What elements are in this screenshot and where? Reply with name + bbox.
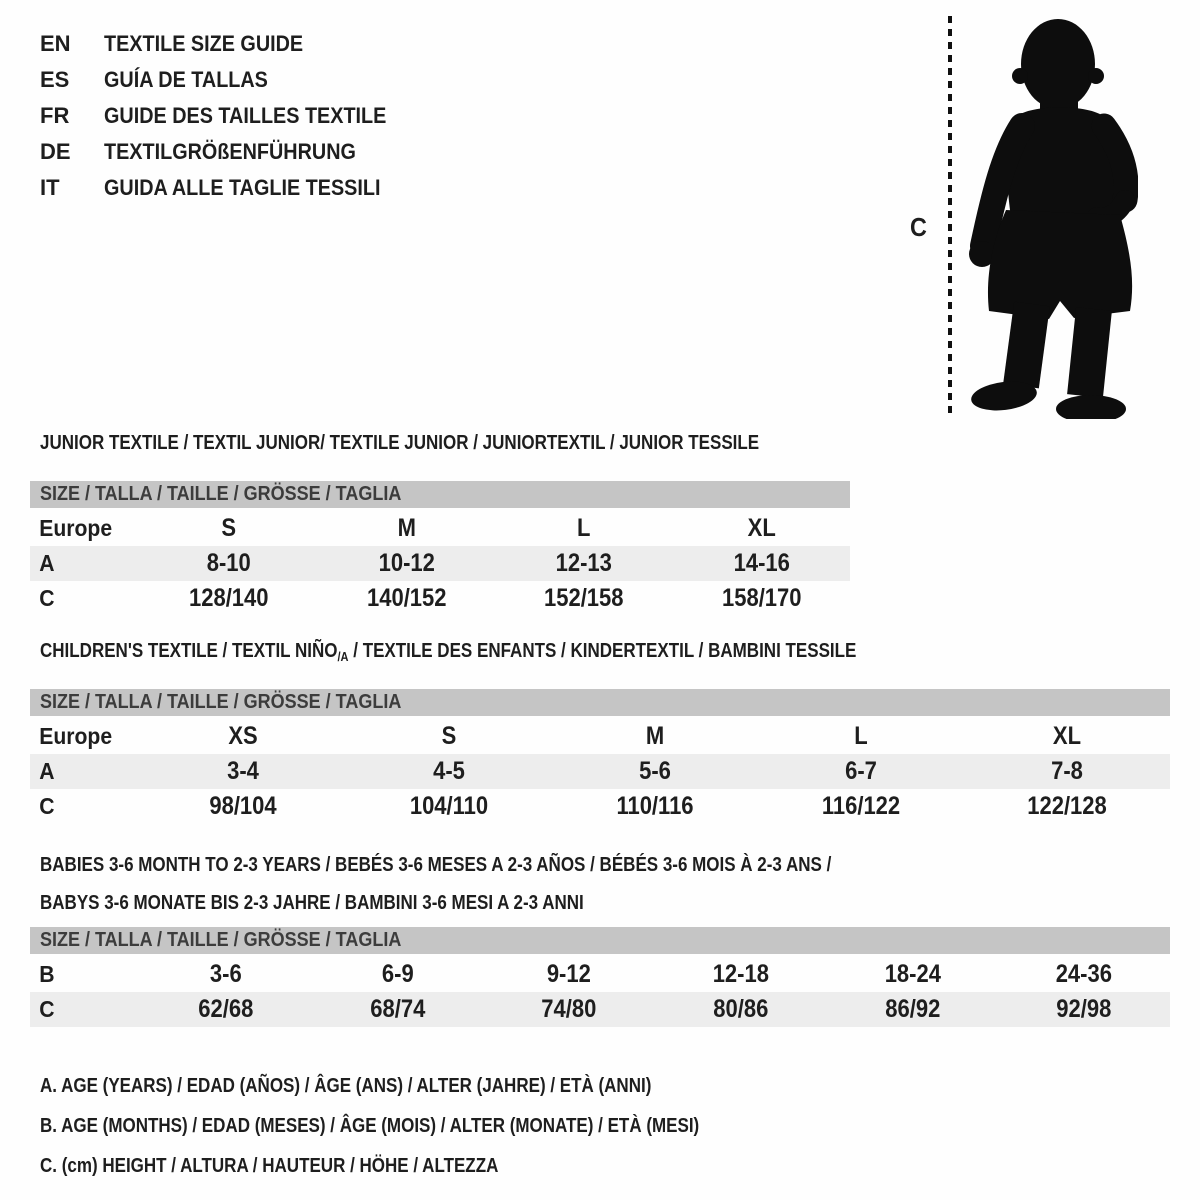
size-header-text: SIZE / TALLA / TAILLE / GRÖSSE / TAGLIA	[40, 483, 402, 505]
guide-title-en: TEXTILE SIZE GUIDE	[104, 31, 304, 56]
height-cell: 158/170	[721, 584, 802, 612]
language-code: FR	[40, 103, 70, 128]
toddler-silhouette-icon	[958, 14, 1138, 419]
legend-line-a-wrap	[40, 1066, 816, 1106]
language-code: DE	[40, 139, 71, 164]
height-cell: 92/98	[1056, 995, 1112, 1023]
size-cell: M	[645, 722, 665, 750]
children-row-age-years	[30, 754, 1170, 789]
children-section-title-text	[40, 639, 856, 669]
guide-title-fr: GUIDE DES TAILLES TEXTILE	[104, 103, 387, 128]
height-measure-dashed-line	[946, 16, 954, 416]
legend-age-months: B. AGE (MONTHS) / EDAD (MESES) / ÂGE (MOIS) / ALTER (MONATE) / ETÀ (MESI)	[40, 1115, 700, 1137]
size-cell: L	[577, 514, 591, 542]
height-cell: 62/68	[198, 995, 254, 1023]
children-row-europe	[30, 719, 1170, 754]
size-cell: M	[397, 514, 416, 542]
row-label: Europe	[39, 515, 113, 541]
row-label: C	[39, 996, 55, 1022]
row-label: A	[39, 758, 55, 784]
age-cell: 7-8	[1051, 757, 1083, 785]
size-cell: XL	[747, 514, 776, 542]
children-title-suffix: / TEXTILE DES ENFANTS / KINDERTEXTIL / BAMBINI TESSILE	[348, 640, 857, 662]
height-cell: 86/92	[884, 995, 941, 1023]
language-row-en	[40, 26, 418, 62]
age-cell: 4-5	[433, 757, 465, 785]
guide-title-de: TEXTILGRÖßENFÜHRUNG	[104, 139, 356, 164]
legend-line-b-wrap	[40, 1106, 816, 1146]
children-section-title	[40, 639, 1000, 669]
legend-age-years: A. AGE (YEARS) / EDAD (AÑOS) / ÂGE (ANS) / ALTER (JAHRE) / ETÀ (ANNI)	[40, 1075, 652, 1097]
row-label: Europe	[39, 723, 113, 749]
height-measure-letter: C	[910, 212, 927, 242]
height-cell: 110/116	[616, 792, 694, 820]
height-cell: 80/86	[713, 995, 769, 1023]
row-label: C	[39, 793, 55, 819]
babies-title-line1-wrap	[40, 846, 971, 884]
age-cell: 5-6	[639, 757, 671, 785]
language-code: ES	[40, 67, 70, 92]
size-header-text: SIZE / TALLA / TAILLE / GRÖSSE / TAGLIA	[40, 929, 402, 951]
age-cell: 6-7	[845, 757, 877, 785]
children-size-table	[30, 689, 1170, 824]
babies-title-line2: BABYS 3-6 MONATE BIS 2-3 JAHRE / BAMBINI 3-6 MESI A 2-3 ANNI	[40, 892, 584, 914]
age-cell: 10-12	[378, 549, 435, 577]
junior-section-title	[40, 431, 886, 455]
size-header-bar	[30, 481, 850, 508]
age-cell: 3-6	[209, 960, 242, 988]
junior-row-europe	[30, 511, 850, 546]
babies-row-height-cm	[30, 992, 1170, 1027]
language-row-fr	[40, 98, 418, 134]
row-label: C	[39, 585, 55, 611]
age-cell: 24-36	[1056, 960, 1113, 988]
babies-row-age-months	[30, 957, 1170, 992]
language-row-es	[40, 62, 418, 98]
row-label: B	[39, 961, 55, 987]
size-cell: S	[221, 514, 237, 542]
size-header-text: SIZE / TALLA / TAILLE / GRÖSSE / TAGLIA	[40, 691, 402, 713]
legend-line-c-wrap	[40, 1146, 816, 1186]
children-title-subscript: /A	[337, 649, 349, 664]
language-row-it	[40, 170, 418, 206]
size-cell: S	[441, 722, 457, 750]
junior-row-age-years	[30, 546, 850, 581]
junior-size-table	[30, 481, 850, 616]
height-cell: 122/128	[1027, 792, 1107, 820]
height-cell: 128/140	[188, 584, 269, 612]
junior-section-title-text: JUNIOR TEXTILE / TEXTIL JUNIOR/ TEXTILE JUNIOR / JUNIORTEXTIL / JUNIOR TESSILE	[40, 432, 760, 454]
age-cell: 18-24	[884, 960, 941, 988]
height-cell: 116/122	[821, 792, 901, 820]
age-cell: 3-4	[227, 757, 259, 785]
height-cell: 140/152	[366, 584, 447, 612]
height-cell: 74/80	[541, 995, 597, 1023]
guide-title-es: GUÍA DE TALLAS	[104, 67, 268, 92]
children-title-prefix: CHILDREN'S TEXTILE / TEXTIL NIÑO	[40, 640, 338, 662]
guide-title-it: GUIDA ALLE TAGLIE TESSILI	[104, 175, 381, 200]
age-cell: 14-16	[733, 549, 790, 577]
row-label: A	[39, 550, 55, 576]
babies-size-table	[30, 927, 1170, 1027]
language-code: EN	[40, 31, 71, 56]
age-cell: 8-10	[206, 549, 251, 577]
children-row-height-cm	[30, 789, 1170, 824]
measurement-legend	[40, 1066, 816, 1186]
legend-height-cm: C. (cm) HEIGHT / ALTURA / HAUTEUR / HÖHE / ALTEZZA	[40, 1155, 499, 1177]
height-measure-label	[910, 212, 929, 243]
language-code: IT	[40, 175, 60, 200]
language-title-list	[40, 26, 418, 206]
size-header-bar	[30, 689, 1170, 716]
babies-title-line1: BABIES 3-6 MONTH TO 2-3 YEARS / BEBÉS 3-6 MESES A 2-3 AÑOS / BÉBÉS 3-6 MOIS À 2-3 ANS /	[40, 854, 832, 876]
height-cell: 152/158	[543, 584, 624, 612]
height-cell: 68/74	[369, 995, 426, 1023]
height-cell: 98/104	[209, 792, 277, 820]
language-row-de	[40, 134, 418, 170]
age-cell: 9-12	[547, 960, 592, 988]
age-cell: 6-9	[381, 960, 414, 988]
size-cell: XL	[1052, 722, 1082, 750]
size-header-bar	[30, 927, 1170, 954]
junior-row-height-cm	[30, 581, 850, 616]
babies-title-line2-wrap	[40, 884, 971, 922]
size-cell: XS	[228, 722, 258, 750]
age-cell: 12-18	[712, 960, 769, 988]
height-cell: 104/110	[409, 792, 489, 820]
babies-section-title	[40, 846, 971, 922]
size-cell: L	[854, 722, 868, 750]
age-cell: 12-13	[555, 549, 612, 577]
